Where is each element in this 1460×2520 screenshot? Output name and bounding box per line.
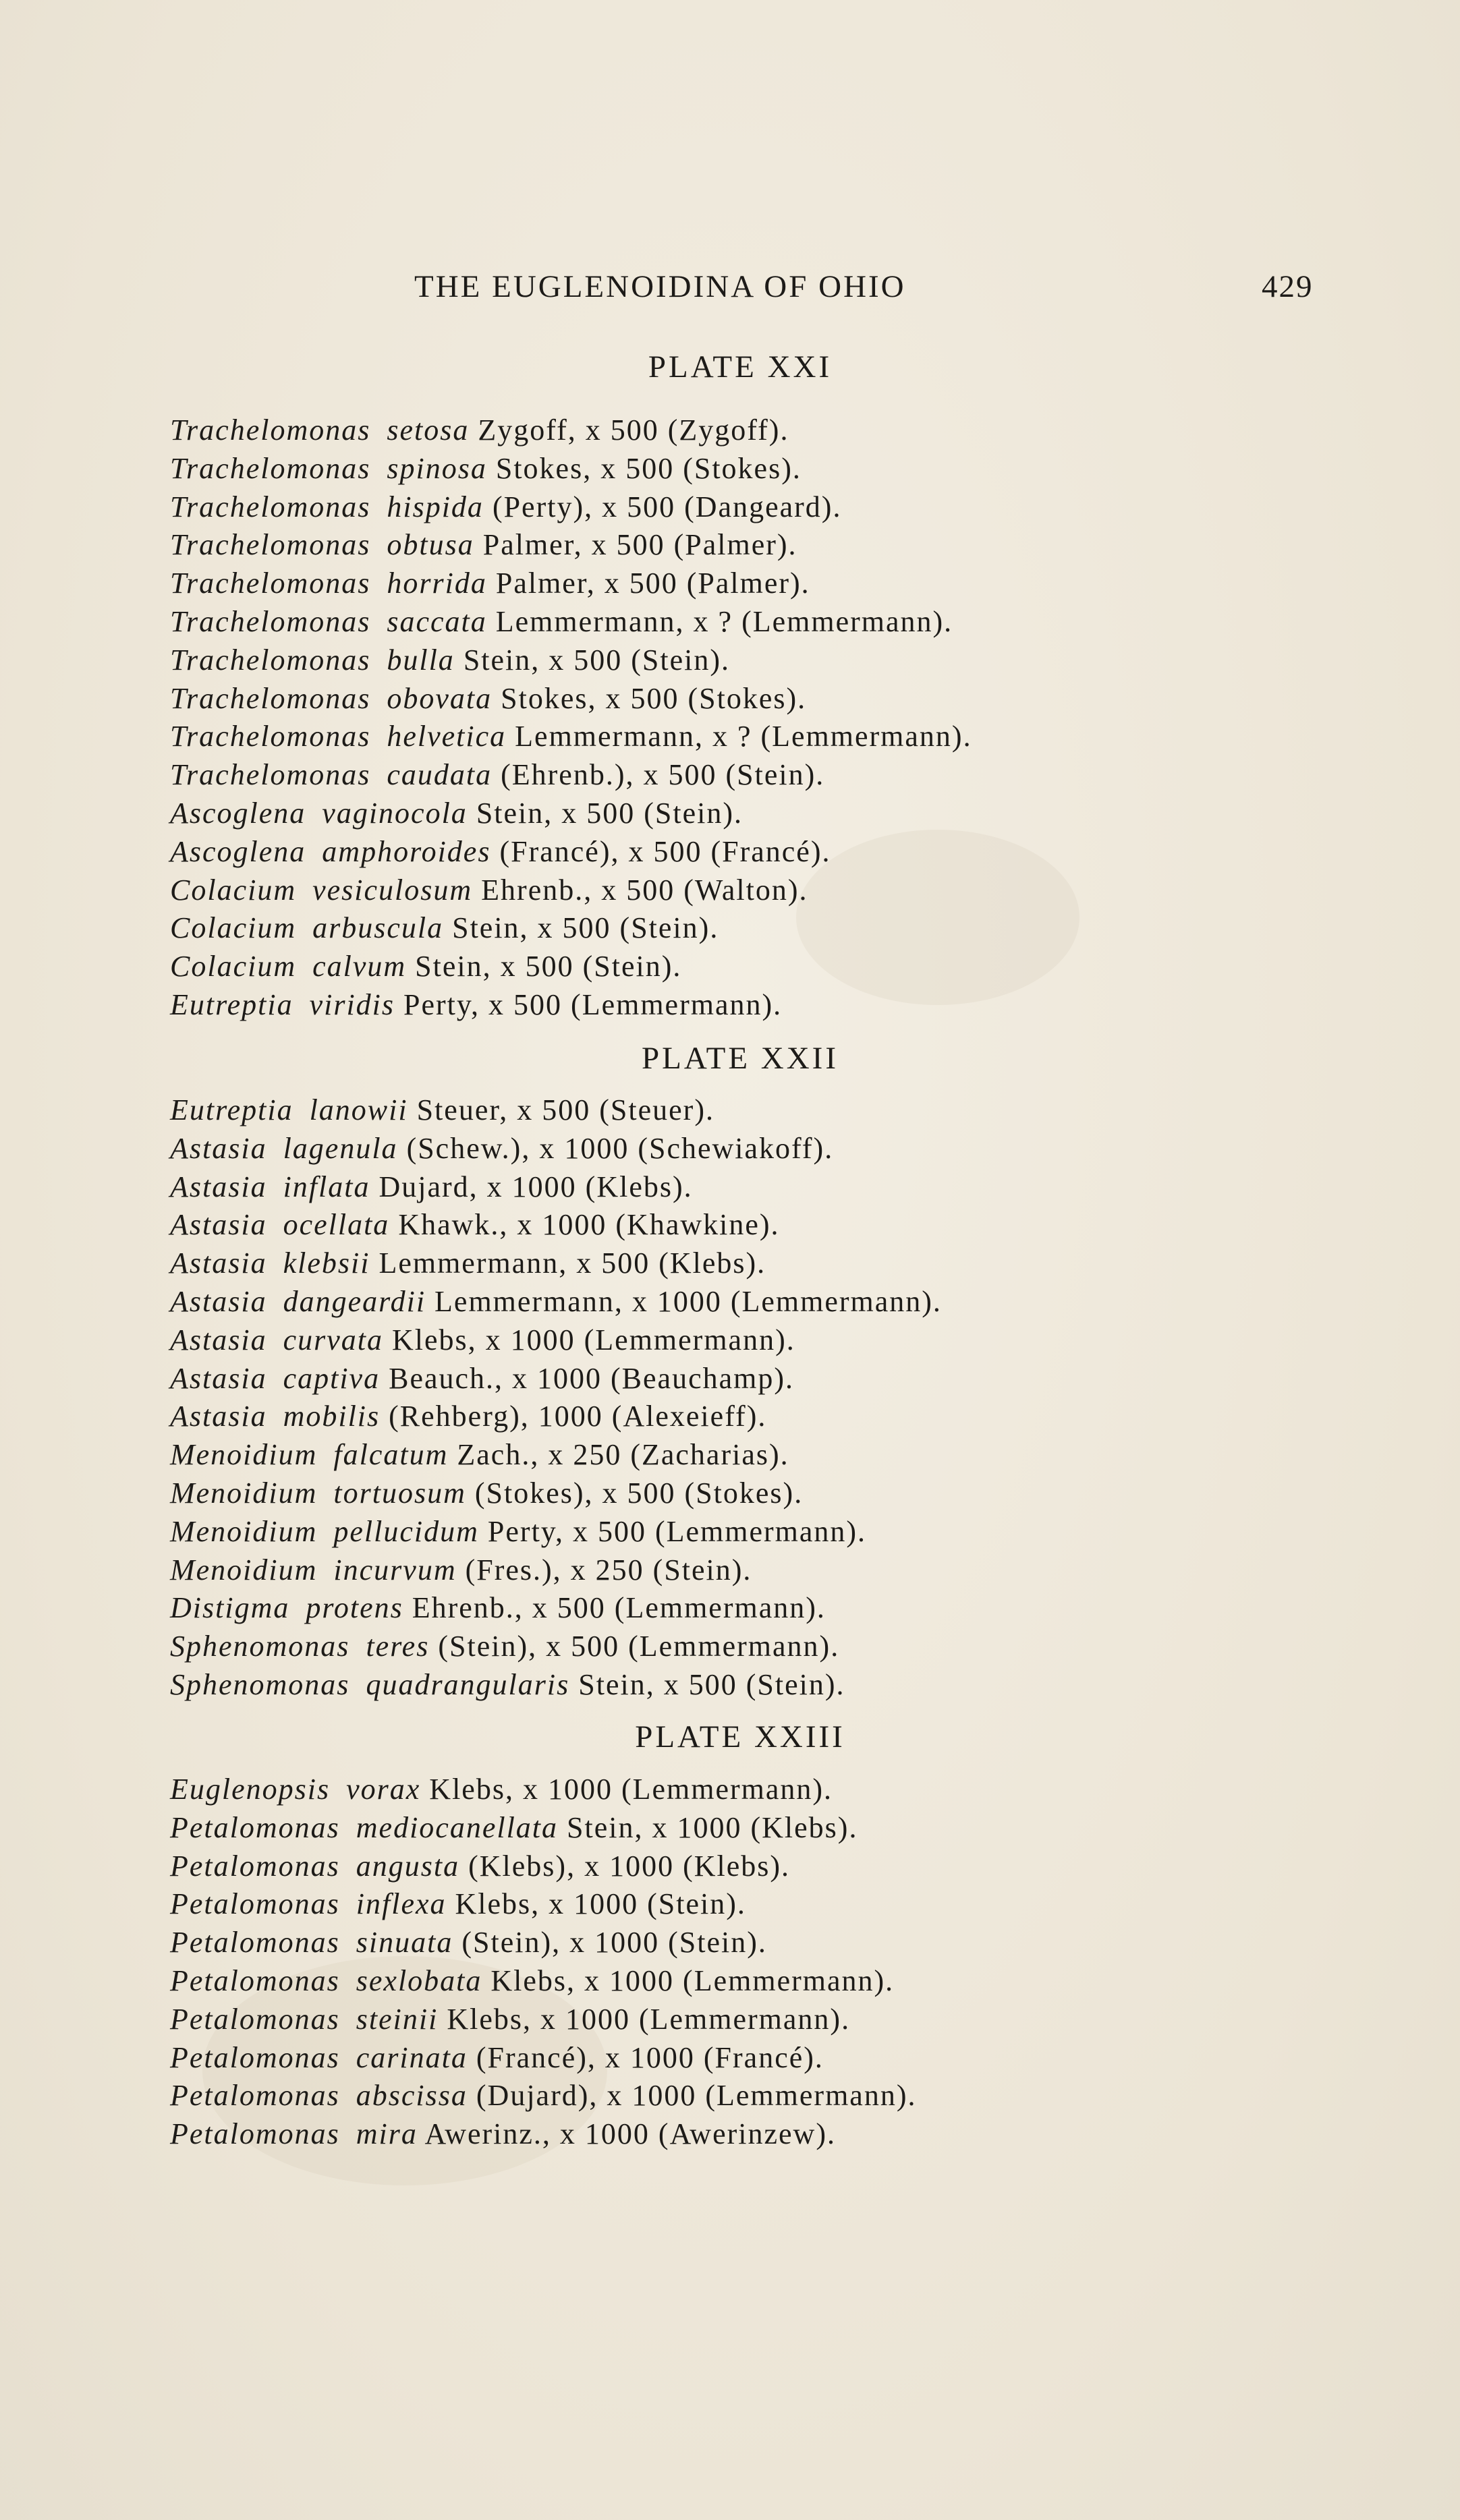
authority-and-source: (Francé), x 500 (Francé). (499, 834, 831, 868)
genus-name: Menoidium (170, 1553, 318, 1586)
authority-and-source: Stein, x 500 (Stein). (415, 950, 682, 983)
genus-name: Eutreptia (170, 987, 293, 1021)
entry-text (170, 1093, 714, 1127)
plate-title: PLATE XXIII (635, 1719, 845, 1754)
entry-text (170, 2002, 850, 2036)
entry-text (170, 1476, 803, 1510)
genus-name: Colacium (170, 950, 297, 983)
entry-text (170, 1246, 766, 1280)
genus-name: Trachelomonas (170, 720, 371, 753)
species-name: teres (366, 1630, 430, 1663)
authority-and-source: (Dujard), x 1000 (Lemmermann). (476, 2079, 917, 2113)
species-name: klebsii (283, 1247, 370, 1280)
genus-name: Trachelomonas (170, 528, 371, 562)
authority-and-source: (Francé), x 1000 (Francé). (476, 2040, 824, 2074)
entry-text (170, 1925, 767, 1959)
species-name: carinata (356, 2040, 468, 2074)
genus-name: Euglenopsis (170, 1773, 331, 1806)
species-name: falcatum (333, 1438, 449, 1472)
species-name: setosa (387, 413, 470, 447)
species-name: abscissa (356, 2079, 468, 2113)
species-name: obovata (387, 681, 493, 715)
genus-name: Astasia (170, 1247, 267, 1280)
genus-name: Trachelomonas (170, 604, 371, 638)
entry-text (170, 2117, 836, 2151)
entry-text (170, 873, 808, 907)
entry-text (170, 1323, 795, 1357)
species-name: arbuscula (312, 911, 444, 945)
entry-text (170, 719, 972, 753)
genus-name: Eutreptia (170, 1093, 293, 1126)
species-name: quadrangularis (366, 1667, 570, 1701)
authority-and-source: Stokes, x 500 (Stokes). (501, 681, 807, 715)
species-name: vesiculosum (312, 873, 473, 907)
entry-text (170, 1361, 794, 1396)
authority-and-source: Ehrenb., x 500 (Walton). (481, 873, 808, 907)
entry-text (170, 1514, 866, 1549)
genus-name: Petalomonas (170, 1810, 340, 1844)
species-name: helvetica (387, 720, 507, 753)
authority-and-source: Ehrenb., x 500 (Lemmermann). (412, 1591, 826, 1625)
genus-name: Astasia (170, 1361, 267, 1395)
genus-name: Sphenomonas (170, 1667, 350, 1701)
authority-and-source: (Klebs), x 1000 (Klebs). (468, 1849, 791, 1883)
species-name: sexlobata (356, 1964, 482, 1997)
entry-text (170, 604, 953, 639)
authority-and-source: Klebs, x 1000 (Stein). (455, 1887, 746, 1921)
authority-and-source: (Stokes), x 500 (Stokes). (474, 1476, 804, 1510)
genus-name: Petalomonas (170, 2002, 340, 2036)
species-name: spinosa (387, 451, 487, 485)
species-name: tortuosum (333, 1476, 466, 1510)
genus-name: Trachelomonas (170, 413, 371, 447)
species-name: curvata (283, 1323, 383, 1356)
species-name: sinuata (356, 1926, 453, 1959)
entry-text (170, 1131, 833, 1166)
entry-text (170, 1591, 826, 1625)
species-name: mediocanellata (356, 1810, 559, 1844)
genus-name: Petalomonas (170, 1964, 340, 1997)
authority-and-source: Klebs, x 1000 (Lemmermann). (391, 1323, 795, 1356)
authority-and-source: Lemmermann, x ? (Lemmermann). (495, 604, 953, 638)
authority-and-source: Steuer, x 500 (Steuer). (416, 1093, 714, 1126)
genus-name: Petalomonas (170, 2040, 340, 2074)
authority-and-source: Khawk., x 1000 (Khawkine). (398, 1208, 780, 1242)
genus-name: Ascoglena (170, 834, 306, 868)
authority-and-source: Lemmermann, x ? (Lemmermann). (515, 720, 972, 753)
species-name: vorax (346, 1773, 421, 1806)
entry-text (170, 1170, 693, 1204)
entry-text (170, 1629, 839, 1663)
entry-text (170, 949, 681, 983)
authority-and-source: (Stein), x 1000 (Stein). (461, 1926, 767, 1959)
entry-text (170, 911, 719, 945)
genus-name: Menoidium (170, 1438, 318, 1472)
authority-and-source: (Fres.), x 250 (Stein). (465, 1553, 752, 1586)
genus-name: Petalomonas (170, 2079, 340, 2113)
species-name: amphoroides (322, 834, 491, 868)
genus-name: Petalomonas (170, 2117, 340, 2151)
authority-and-source: Lemmermann, x 1000 (Lemmermann). (434, 1284, 942, 1318)
entry-text (170, 834, 831, 869)
entry-text (170, 796, 743, 830)
genus-name: Astasia (170, 1284, 267, 1318)
genus-name: Ascoglena (170, 796, 306, 830)
authority-and-source: Lemmermann, x 500 (Klebs). (378, 1247, 766, 1280)
genus-name: Trachelomonas (170, 758, 371, 792)
species-name: steinii (356, 2002, 439, 2036)
species-name: incurvum (333, 1553, 457, 1586)
authority-and-source: Palmer, x 500 (Palmer). (482, 528, 797, 562)
entry-text (170, 757, 824, 792)
genus-name: Sphenomonas (170, 1630, 350, 1663)
entry-text (170, 1849, 790, 1883)
entry-text (170, 1553, 752, 1587)
entry-text (170, 2078, 916, 2113)
genus-name: Trachelomonas (170, 567, 371, 600)
species-name: lagenula (283, 1131, 398, 1165)
species-name: lanowii (309, 1093, 408, 1126)
entry-text (170, 1437, 789, 1472)
species-name: captiva (283, 1361, 381, 1395)
genus-name: Astasia (170, 1323, 267, 1356)
genus-name: Petalomonas (170, 1926, 340, 1959)
authority-and-source: Dujard, x 1000 (Klebs). (378, 1170, 693, 1203)
running-title: THE EUGLENOIDINA OF OHIO (414, 269, 906, 304)
species-name: inflata (283, 1170, 370, 1203)
authority-and-source: Perty, x 500 (Lemmermann). (487, 1514, 867, 1548)
authority-and-source: Klebs, x 1000 (Lemmermann). (447, 2002, 851, 2036)
species-name: caudata (387, 758, 493, 792)
authority-and-source: Zach., x 250 (Zacharias). (457, 1438, 789, 1472)
authority-and-source: (Ehrenb.), x 500 (Stein). (501, 758, 825, 792)
running-head (0, 268, 1460, 309)
entry-text (170, 1284, 942, 1319)
species-name: obtusa (387, 528, 474, 562)
authority-and-source: Klebs, x 1000 (Lemmermann). (490, 1964, 895, 1997)
genus-name: Trachelomonas (170, 490, 371, 523)
entry-text (170, 1810, 858, 1845)
genus-name: Colacium (170, 911, 297, 945)
genus-name: Distigma (170, 1591, 290, 1625)
authority-and-source: Perty, x 500 (Lemmermann). (403, 987, 783, 1021)
authority-and-source: (Perty), x 500 (Dangeard). (492, 490, 842, 523)
genus-name: Trachelomonas (170, 681, 371, 715)
species-name: hispida (387, 490, 484, 523)
genus-name: Astasia (170, 1170, 267, 1203)
entry-text (170, 643, 730, 677)
genus-name: Astasia (170, 1400, 267, 1433)
genus-name: Colacium (170, 873, 297, 907)
authority-and-source: Zygoff, x 500 (Zygoff). (478, 413, 789, 447)
entry-text (170, 1667, 845, 1702)
genus-name: Astasia (170, 1208, 267, 1242)
genus-name: Astasia (170, 1131, 267, 1165)
genus-name: Menoidium (170, 1476, 318, 1510)
authority-and-source: Stein, x 500 (Stein). (578, 1667, 845, 1701)
entry-text (170, 527, 797, 562)
entry-text (170, 1964, 894, 1998)
genus-name: Petalomonas (170, 1849, 340, 1883)
authority-and-source: (Rehberg), 1000 (Alexeieff). (389, 1400, 767, 1433)
species-name: horrida (387, 567, 487, 600)
species-name: inflexa (356, 1887, 447, 1921)
entry-text (170, 490, 841, 524)
entry-text (170, 681, 806, 716)
species-name: bulla (387, 643, 455, 677)
authority-and-source: (Stein), x 500 (Lemmermann). (438, 1630, 840, 1663)
species-name: dangeardii (283, 1284, 426, 1318)
species-name: mobilis (283, 1400, 381, 1433)
species-name: pellucidum (333, 1514, 479, 1548)
paper-stain (796, 830, 1079, 1005)
plate-title: PLATE XXII (642, 1041, 839, 1076)
entry-text (170, 1207, 780, 1242)
species-name: angusta (356, 1849, 460, 1883)
entry-text (170, 1772, 833, 1806)
entry-text (170, 2040, 824, 2075)
authority-and-source: Stein, x 500 (Stein). (452, 911, 719, 945)
entry-text (170, 1887, 746, 1921)
authority-and-source: Stokes, x 500 (Stokes). (495, 451, 802, 485)
species-name: saccata (387, 604, 487, 638)
authority-and-source: Awerinz., x 1000 (Awerinzew). (424, 2117, 836, 2151)
genus-name: Petalomonas (170, 1887, 340, 1921)
entry-text (170, 566, 810, 600)
species-name: vaginocola (322, 796, 468, 830)
entry-text (170, 413, 789, 447)
authority-and-source: (Schew.), x 1000 (Schewiakoff). (406, 1131, 834, 1165)
authority-and-source: Stein, x 500 (Stein). (463, 643, 731, 677)
species-name: viridis (309, 987, 395, 1021)
authority-and-source: Stein, x 500 (Stein). (476, 796, 743, 830)
genus-name: Trachelomonas (170, 643, 371, 677)
authority-and-source: Beauch., x 1000 (Beauchamp). (389, 1361, 795, 1395)
authority-and-source: Palmer, x 500 (Palmer). (495, 567, 810, 600)
species-name: calvum (312, 950, 407, 983)
species-name: protens (306, 1591, 403, 1625)
species-name: mira (356, 2117, 418, 2151)
entry-text (170, 451, 802, 486)
genus-name: Trachelomonas (170, 451, 371, 485)
entry-text (170, 987, 782, 1022)
genus-name: Menoidium (170, 1514, 318, 1548)
entry-text (170, 1399, 766, 1433)
plate-title: PLATE XXI (648, 349, 833, 384)
page-number: 429 (1262, 269, 1314, 304)
authority-and-source: Stein, x 1000 (Klebs). (567, 1810, 858, 1844)
species-name: ocellata (283, 1208, 390, 1242)
authority-and-source: Klebs, x 1000 (Lemmermann). (429, 1773, 833, 1806)
